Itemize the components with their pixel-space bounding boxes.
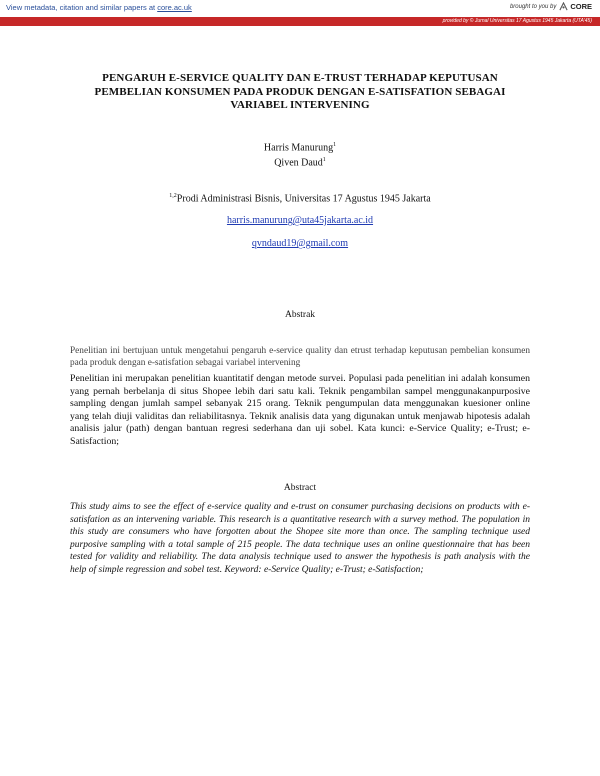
core-metadata-text: View metadata, citation and similar papers at: [6, 3, 156, 12]
author-name: Harris Manurung$^1$: [263, 142, 337, 154]
affiliation-superscript: 1,2: [169, 193, 177, 199]
provider-bar: [0, 17, 600, 26]
core-logo-icon: [559, 2, 568, 11]
email-link-1[interactable]: harris.manurung@uta45jakarta.ac.id: [226, 215, 374, 226]
affiliation: [80, 193, 520, 204]
core-link[interactable]: core.ac.uk: [157, 3, 192, 12]
abstract-heading: Abstract: [283, 483, 317, 493]
abstrak-heading: Abstrak: [284, 310, 316, 320]
author-list: [150, 139, 450, 170]
title-line: PEMBELIAN KONSUMEN PADA PRODUK DENGAN E-SATISFATION SEBAGAI: [94, 85, 506, 98]
abstract-body: This study aims to see the effect of e-service quality and e-trust on consumer purchasing decisions on products with e-satisfation as an intervening variable. This research is a quantitative research with a survey method. The population in this study are consumers who have forgotten about the Shopee site more than once. The sampling technique used purposive sampling with a total sample of 215 people. The data technique uses an online questionnaire that has been tested for validity and reliability. The data analysis technique used to answer the hypothesis is path analysis with the help of simple regression and sobel test. Keyword: e-Service Quality; e-Trust; e-Satisfaction;: [70, 502, 530, 575]
title-line: VARIABEL INTERVENING: [230, 99, 370, 111]
core-logo-text: CORE: [570, 2, 592, 11]
affiliation-text: Prodi Administrasi Bisnis, Universitas 17 Agustus 1945 Jakarta: [176, 193, 431, 205]
core-header: [0, 0, 600, 14]
core-metadata-notice: [6, 3, 192, 12]
title-line: PENGARUH E-SERVICE QUALITY DAN E-TRUST TERHADAP KEPUTUSAN: [102, 72, 498, 84]
paper-title: [70, 72, 530, 113]
email-link-2[interactable]: qvndaud19@gmail.com: [251, 238, 349, 249]
core-logo: [559, 2, 592, 11]
abstrak-intro: Penelitian ini bertujuan untuk mengetahui pengaruh e-service quality dan etrust terhadap keputusan pembelian konsumen pada produk dengan e-satisfation sebagai variabel intervening: [70, 346, 530, 368]
core-branding[interactable]: [510, 2, 592, 11]
author-name: Qiven Daud$^1$: [274, 157, 326, 169]
abstrak-body: Penelitian ini merupakan penelitian kuantitatif dengan metode survei. Populasi pada penelitian ini adalah konsumen yang pernah berbelanja di situs Shopee lebih dari satu kali. Teknik pengambilan sampel menggunakanpurposive sampling dengan jumlah sampel sebanyak 215 orang. Teknik pengumpulan data menggunakan kuesioner online yang telah diuji validitas dan reliabilitasnya. Teknik analisis data yang digunakan untuk menjawab hipotesis adalah analisis jalur (path) dengan bantuan regresi sederhana dan uji sobel. Kata kunci: e-Service Quality; e-Trust; e-Satisfaction;: [70, 373, 530, 447]
brought-by-text: brought to you by: [509, 3, 557, 10]
provider-text: provided by © Jurnal Universitas 17 Agustus 1945 Jakarta (UTA'45): [442, 18, 592, 24]
